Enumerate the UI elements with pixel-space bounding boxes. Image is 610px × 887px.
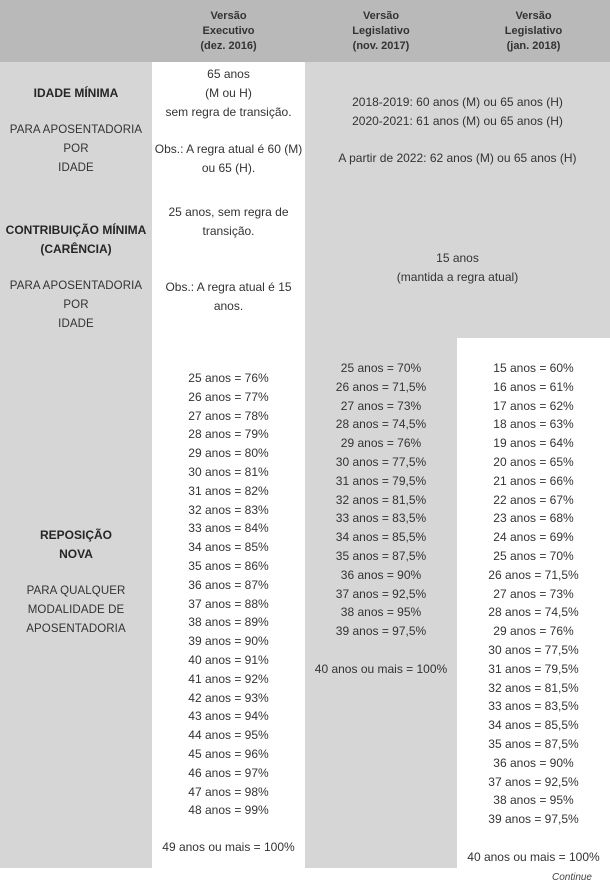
list-item: 29 anos = 76% <box>340 436 422 451</box>
contribuicao-executivo-cell: 25 anos, sem regra de transição. Obs.: A regra atual é 15 anos. <box>165 205 292 313</box>
row-title-idade-minima: IDADE MÍNIMA <box>33 86 119 100</box>
reposicao-executivo-final: 49 anos ou mais = 100% <box>162 840 295 854</box>
list-item: 38 anos = 95% <box>340 605 422 620</box>
list-item: 21 anos = 66% <box>493 473 574 488</box>
list-item: 25 anos = 76% <box>188 371 269 385</box>
list-item: 33 anos = 83,5% <box>335 511 427 526</box>
list-item: 26 anos = 77% <box>188 389 269 404</box>
label-column-bg <box>0 62 152 868</box>
reposicao-legislativo-nov2017-list <box>305 359 457 641</box>
list-item: 35 anos = 87,5% <box>488 736 579 751</box>
row-subtitle-contribuicao: PARA APOSENTADORIA POR IDADE <box>9 280 143 330</box>
list-item: 17 anos = 62% <box>493 398 574 413</box>
list-item: 19 anos = 64% <box>493 436 574 451</box>
list-item: 45 anos = 96% <box>188 746 269 761</box>
list-item: 20 anos = 65% <box>493 454 574 469</box>
list-item: 23 anos = 68% <box>493 511 574 526</box>
row-subtitle-reposicao: PARA QUALQUER MODALIDADE DE APOSENTADORIA <box>26 585 126 635</box>
list-item: 26 anos = 71,5% <box>335 379 427 394</box>
list-item: 40 anos = 91% <box>188 652 269 667</box>
header-col-executivo: Versão Executivo (dez. 2016) <box>200 10 257 52</box>
list-item: 28 anos = 74,5% <box>335 417 427 432</box>
list-item: 30 anos = 77,5% <box>335 454 427 469</box>
list-item: 35 anos = 86% <box>188 558 269 573</box>
list-item: 15 anos = 60% <box>493 361 574 375</box>
header-col-legislativo-jan2018: Versão Legislativo (jan. 2018) <box>504 10 563 52</box>
list-item: 30 anos = 81% <box>188 464 269 479</box>
row-title-contribuicao-minima: CONTRIBUIÇÃO MÍNIMA (CARÊNCIA) <box>5 223 147 256</box>
list-item: 43 anos = 94% <box>188 709 269 724</box>
list-item: 31 anos = 79,5% <box>335 473 427 488</box>
row-subtitle-idade: PARA APOSENTADORIA POR IDADE <box>9 124 143 174</box>
list-item: 28 anos = 74,5% <box>488 605 579 620</box>
idade-legislativo-cell: 2018-2019: 60 anos (M) ou 65 anos (H) 2020-2021: 61 anos (M) ou 65 anos (H) A partir de 2022: 62 anos (M) ou 65 anos (H) <box>338 95 577 166</box>
list-item: 34 anos = 85% <box>188 540 269 555</box>
list-item: 30 anos = 77,5% <box>488 642 579 657</box>
list-item: 46 anos = 97% <box>188 765 269 780</box>
list-item: 38 anos = 95% <box>493 793 574 808</box>
list-item: 47 anos = 98% <box>188 784 269 799</box>
list-item: 34 anos = 85,5% <box>335 530 427 545</box>
list-item: 42 anos = 93% <box>188 690 269 705</box>
list-item: 34 anos = 85,5% <box>488 718 579 733</box>
list-item: 39 anos = 97,5% <box>488 812 579 827</box>
continue-note: Continue <box>551 872 592 883</box>
list-item: 37 anos = 92,5% <box>488 774 579 789</box>
list-item: 25 anos = 70% <box>493 548 574 563</box>
idade-executivo-cell: 65 anos (M ou H) sem regra de transição. Obs.: A regra atual é 60 (M) ou 65 (H). <box>154 67 303 175</box>
list-item: 27 anos = 73% <box>493 586 574 601</box>
list-item: 26 anos = 71,5% <box>488 567 579 582</box>
list-item: 44 anos = 95% <box>188 728 269 743</box>
list-item: 48 anos = 99% <box>188 803 269 818</box>
list-item: 37 anos = 88% <box>188 596 269 611</box>
list-item: 32 anos = 81,5% <box>488 680 579 695</box>
list-item: 35 anos = 87,5% <box>335 548 427 563</box>
list-item: 37 anos = 92,5% <box>335 586 427 601</box>
list-item: 36 anos = 90% <box>340 567 422 582</box>
list-item: 25 anos = 70% <box>340 361 422 375</box>
header-col-legislativo-nov2017: Versão Legislativo (nov. 2017) <box>352 10 410 52</box>
list-item: 27 anos = 78% <box>188 408 269 423</box>
list-item: 39 anos = 97,5% <box>335 624 427 639</box>
list-item: 28 anos = 79% <box>188 427 269 442</box>
list-item: 29 anos = 80% <box>188 446 269 461</box>
reposicao-legislativo-jan2018-final: 40 anos ou mais = 100% <box>467 850 600 864</box>
list-item: 38 anos = 89% <box>188 615 269 630</box>
list-item: 32 anos = 83% <box>188 502 269 517</box>
list-item: 22 anos = 67% <box>493 492 574 507</box>
list-item: 39 anos = 90% <box>188 634 269 649</box>
reposicao-executivo-list <box>152 369 305 820</box>
list-item: 29 anos = 76% <box>493 624 574 639</box>
list-item: 27 anos = 73% <box>340 398 422 413</box>
list-item: 24 anos = 69% <box>493 530 574 545</box>
list-item: 33 anos = 83,5% <box>488 699 579 714</box>
list-item: 33 anos = 84% <box>188 521 269 536</box>
list-item: 41 anos = 92% <box>188 671 269 686</box>
list-item: 36 anos = 90% <box>493 755 574 770</box>
list-item: 31 anos = 79,5% <box>488 661 579 676</box>
row-title-reposicao-nova: REPOSIÇÃO NOVA <box>39 528 112 561</box>
reposicao-legislativo-jan2018-list <box>457 359 610 829</box>
list-item: 32 anos = 81,5% <box>335 492 427 507</box>
list-item: 31 anos = 82% <box>188 483 269 498</box>
list-item: 18 anos = 63% <box>493 417 574 432</box>
list-item: 36 anos = 87% <box>188 577 269 592</box>
contribuicao-legislativo-cell: 15 anos (mantida a regra atual) <box>396 251 519 284</box>
list-item: 16 anos = 61% <box>493 379 574 394</box>
reposicao-legislativo-nov2017-final: 40 anos ou mais = 100% <box>314 662 448 676</box>
